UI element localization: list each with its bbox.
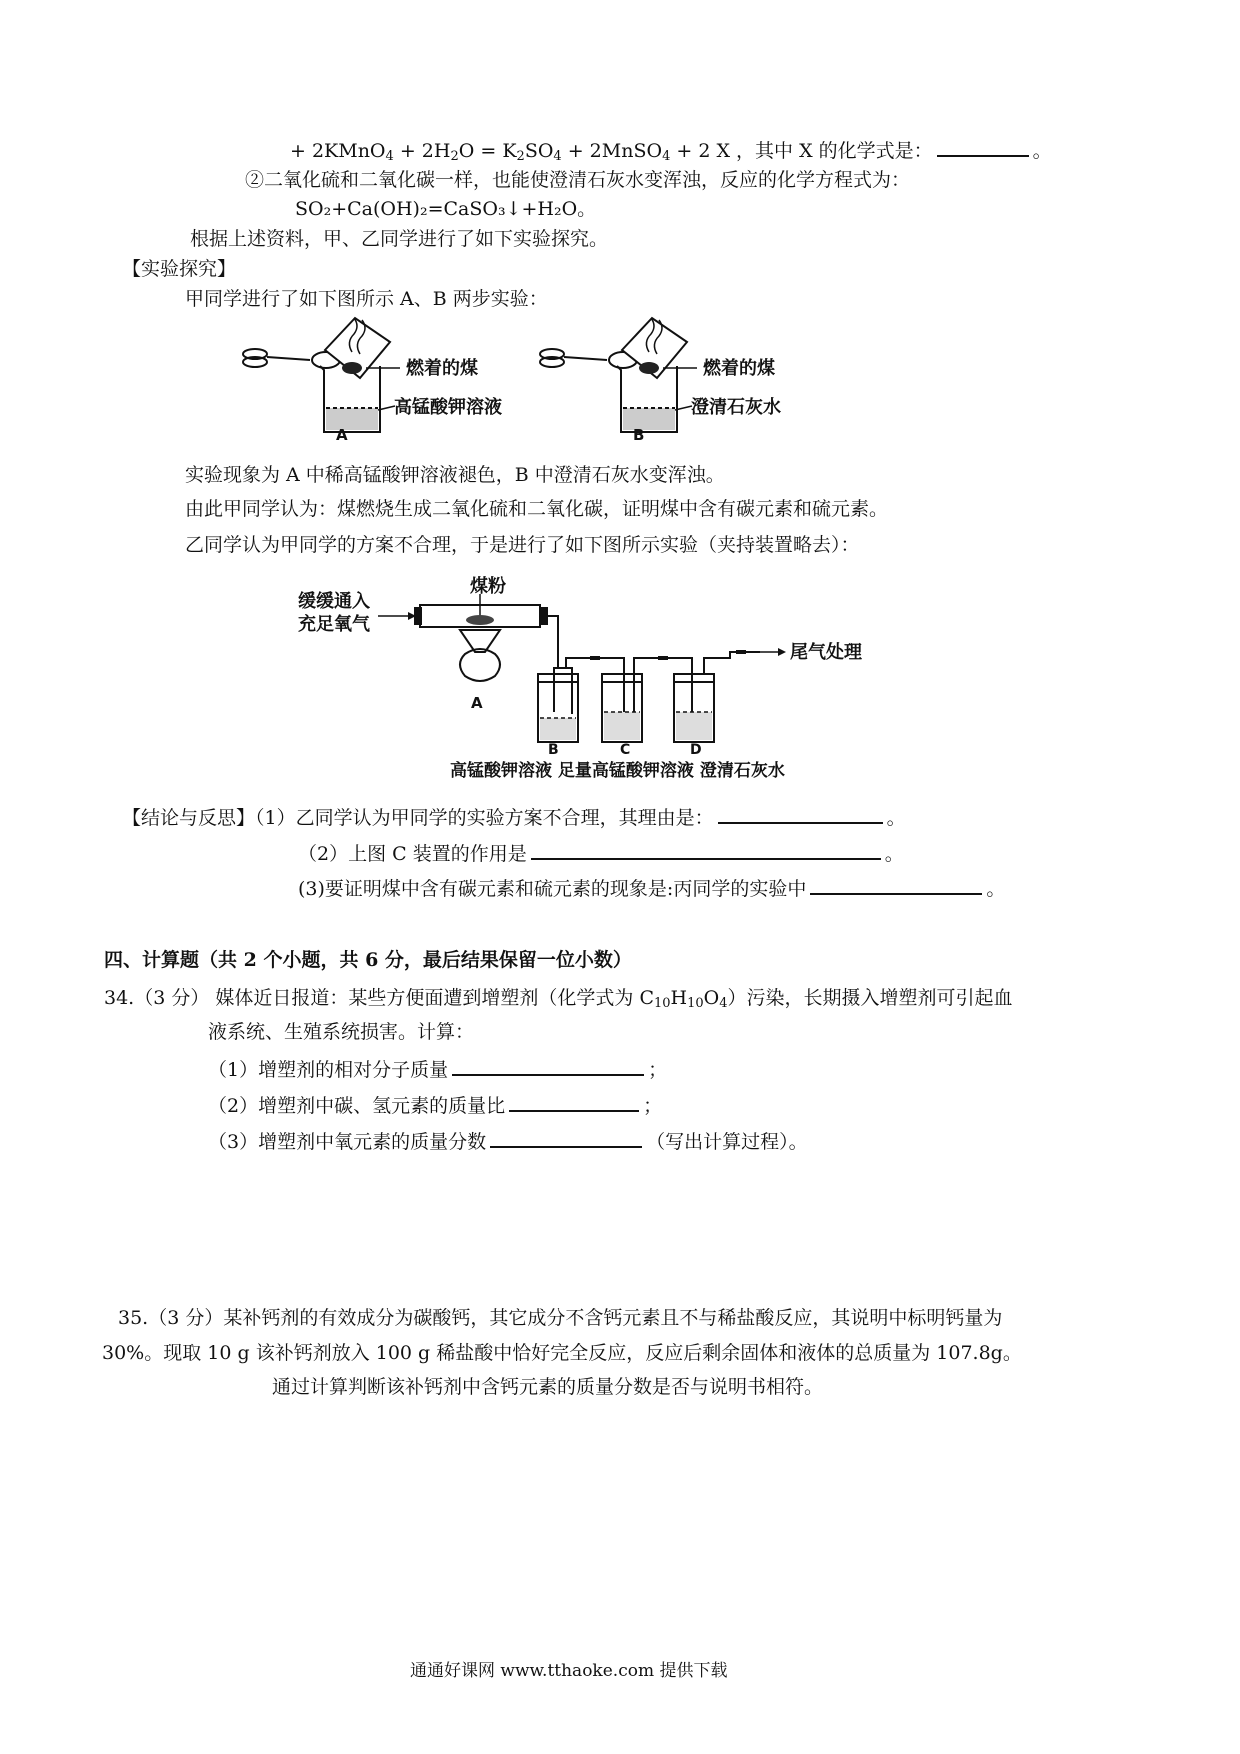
q34-sub3-text: （3）增塑剂中氧元素的质量分数: [208, 1131, 487, 1153]
eq-part: + 2KMnO: [290, 140, 386, 162]
q34-line2: 液系统、生殖系统损害。计算：: [208, 1021, 475, 1043]
semicolon: ；: [648, 1059, 668, 1081]
label-burning-coal-b: 燃着的煤: [703, 358, 775, 379]
eq-part: SO: [524, 140, 554, 162]
end-mark: 。: [884, 843, 904, 865]
q1-text: （1）乙同学认为甲同学的实验方案不合理，其理由是：: [255, 807, 714, 829]
answer-blank-q2[interactable]: [531, 840, 881, 860]
q35-line3: 通过计算判断该补钙剂中含钙元素的质量分数是否与说明书相符。: [272, 1376, 824, 1398]
jia-conclusion-text: 由此甲同学认为：煤燃烧生成二氧化硫和二氧化碳，证明煤中含有碳元素和硫元素。: [185, 498, 889, 520]
eq-part: + 2H: [393, 140, 451, 162]
alcohol-lamp-icon: [460, 649, 500, 681]
part4-title: 四、计算题（共 2 个小题，共 6 分，最后结果保留一位小数）: [104, 949, 632, 971]
beaker-b: [540, 318, 781, 444]
answer-blank-q1[interactable]: [718, 804, 883, 824]
q34-sub3-tail: （写出计算过程）。: [646, 1131, 808, 1153]
label-oxygen-line2: 充足氧气: [298, 614, 370, 635]
eq-part: + 2MnSO: [561, 140, 663, 162]
jia-intro: 甲同学进行了如下图所示 A、B 两步实验：: [185, 288, 548, 310]
q34-sub2-text: （2）增塑剂中碳、氢元素的质量比: [208, 1095, 506, 1117]
end-mark: 。: [886, 807, 906, 829]
q34-number: 34.（3 分）: [104, 987, 210, 1009]
q34-text-a: 媒体近日报道：某些方便面遭到增塑剂（化学式为 C: [215, 987, 654, 1009]
label-a: A: [336, 426, 348, 444]
q2-text: （2）上图 C 装置的作用是: [298, 843, 527, 865]
answer-blank-q34-3[interactable]: [490, 1128, 642, 1148]
label-b: B: [633, 426, 645, 444]
label-coal-powder: 煤粉: [470, 576, 506, 597]
figure-apparatus: [290, 572, 890, 782]
q34-line1: 34.（3 分） 媒体近日报道：某些方便面遭到增塑剂（化学式为 $C_{10}H_{10}O_4$）污染，长期摄入增塑剂可引起血: [104, 987, 1013, 1011]
label-limewater-b: 澄清石灰水: [691, 397, 781, 418]
footer-text: 通通好课网 www.tthaoke.com 提供下载: [410, 1661, 728, 1681]
answer-blank-q34-1[interactable]: [452, 1056, 644, 1076]
answer-blank-q3[interactable]: [810, 875, 982, 895]
item-2-text: ②二氧化硫和二氧化碳一样，也能使澄清石灰水变浑浊，反应的化学方程式为：: [245, 169, 911, 191]
q34-sub1-text: （1）增塑剂的相对分子质量: [208, 1059, 449, 1081]
eq-part: O = K: [458, 140, 517, 162]
label-kmno4-a: 高锰酸钾溶液: [394, 397, 502, 418]
beaker-a: [243, 318, 502, 444]
label-a-fig2: A: [471, 694, 483, 712]
equation-2: SO₂+Ca(OH)₂=CaSO₃↓+H₂O。: [295, 198, 597, 220]
phenomenon-text: 实验现象为 A 中稀高锰酸钾溶液褪色，B 中澄清石灰水变浑浊。: [185, 464, 725, 486]
equation-line-1: + 2KMnO$_4$ + $2H_2O = K_2SO_4$ + 2MnSO$_4$ + 2 X ，其中 X 的化学式是： 。: [290, 137, 1052, 164]
q34-sub2: [208, 1092, 662, 1119]
eq-part: + 2 X ，其中 X 的化学式是：: [670, 140, 933, 162]
q34-sub3: [208, 1128, 808, 1155]
yi-intro-text: 乙同学认为甲同学的方案不合理，于是进行了如下图所示实验（夹持装置略去）：: [185, 534, 860, 556]
figure-beakers: [230, 310, 790, 450]
label-d-fig2: D: [690, 742, 702, 758]
label-oxygen-line1: 缓缓通入: [298, 591, 370, 612]
coal-icon: [342, 362, 362, 374]
label-reagents: 高锰酸钾溶液 足量高锰酸钾溶液 澄清石灰水: [450, 761, 785, 781]
q35-line2: 30%。现取 10 g 该补钙剂放入 100 g 稀盐酸中恰好完全反应，反应后剩余固体和液体的总质量为 107.8g。: [102, 1342, 1022, 1364]
section-title: 【实验探究】: [122, 258, 237, 280]
conclusion-q3: [298, 875, 1005, 902]
label-burning-coal-a: 燃着的煤: [406, 358, 478, 379]
conclusion-q1: [122, 804, 906, 831]
label-tail-gas: 尾气处理: [790, 642, 862, 663]
q34-sub1: [208, 1056, 667, 1083]
coal-icon: [639, 362, 659, 374]
conclusion-q2: [298, 840, 904, 867]
answer-blank[interactable]: [937, 137, 1029, 157]
intro-text: 根据上述资料，甲、乙同学进行了如下实验探究。: [190, 228, 609, 250]
end-mark: 。: [986, 878, 1006, 900]
label-b-fig2: B: [548, 742, 559, 758]
q35-line1: 35.（3 分）某补钙剂的有效成分为碳酸钙，其它成分不含钙元素且不与稀盐酸反应，其说明中标明钙量为: [118, 1307, 1003, 1329]
answer-blank-q34-2[interactable]: [509, 1092, 639, 1112]
conclusion-heading: 【结论与反思】: [122, 807, 256, 829]
semicolon: ；: [643, 1095, 663, 1117]
q34-text-b: ）污染，长期摄入增塑剂可引起血: [727, 987, 1013, 1009]
label-c-fig2: C: [620, 742, 631, 758]
q3-text: (3)要证明煤中含有碳元素和硫元素的现象是:丙同学的实验中: [298, 878, 807, 900]
